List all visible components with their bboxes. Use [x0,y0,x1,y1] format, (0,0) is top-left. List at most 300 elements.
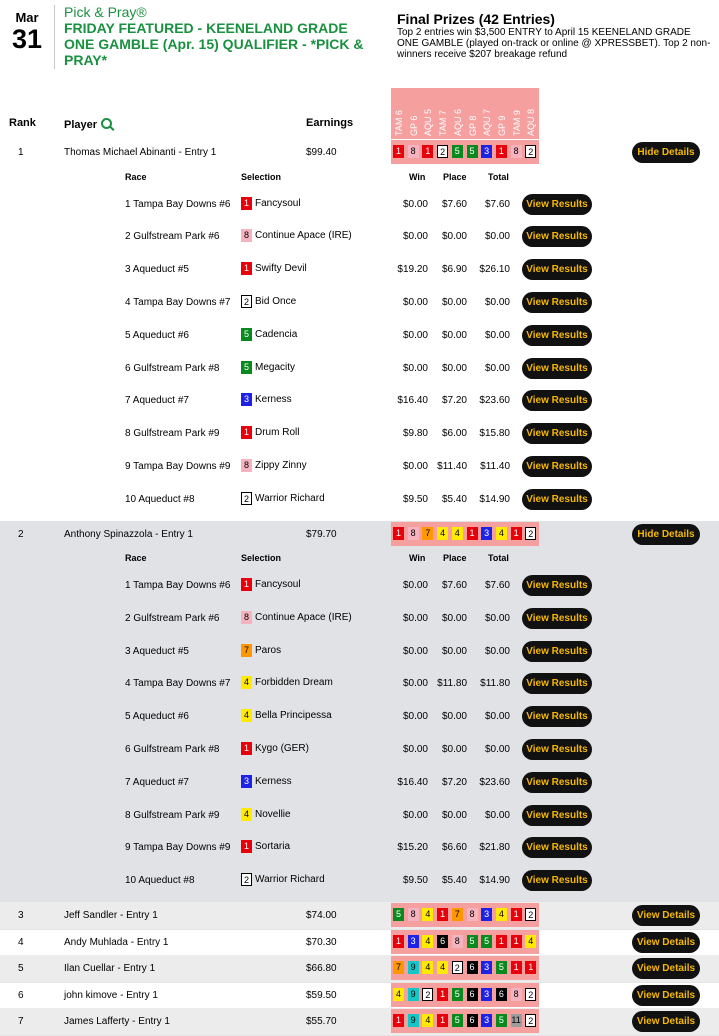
detail-place: $11.40 [437,460,467,472]
detail-place: $0.00 [441,231,467,243]
pick-badge: 4 [422,908,433,921]
contest-title [64,4,374,68]
pick-badge: 1 [393,527,404,540]
detail-total: $23.60 [479,776,510,788]
picks-strip [391,930,539,954]
detail-place: $5.40 [441,493,467,505]
pick-badge: 5 [481,935,492,948]
player-name: Andy Muhlada - Entry 1 [64,936,169,948]
detail-race: 5 Aqueduct #6 [125,711,189,723]
entry-rank: 6 [18,989,24,1001]
detail-selection [241,393,292,406]
detail-win: $9.50 [402,875,428,887]
entry-rank: 2 [18,528,24,540]
pick-badge: 2 [525,1014,536,1027]
detail-race: 8 Gulfstream Park #9 [125,809,220,821]
detail-place: $0.00 [441,645,467,657]
pick-badge: 4 [452,527,463,540]
selection-number-badge: 1 [241,426,252,439]
pick-badge: 1 [525,961,536,974]
detail-win: $0.00 [402,645,428,657]
detail-place: $0.00 [441,296,467,308]
view-details-button[interactable]: View Details [632,985,700,1006]
pick-badge: 1 [511,935,522,948]
earnings-value: $99.40 [306,147,337,158]
detail-total: $15.80 [479,428,510,440]
selection-number-badge: 2 [241,295,252,308]
race-code-label: AQU 5 [423,108,434,136]
earnings-column-header: Earnings [306,117,354,129]
view-results-button[interactable]: View Results [522,325,592,346]
detail-selection [241,361,295,374]
selection-number-badge: 1 [241,742,252,755]
race-code-label: GP 8 [467,115,478,136]
pick-badge: 2 [452,961,463,974]
detail-race: 6 Gulfstream Park #8 [125,744,220,755]
view-results-button[interactable]: View Results [522,805,592,826]
pick-badge: 1 [496,935,507,948]
detail-total: $0.00 [484,329,510,341]
detail-selection [241,295,296,308]
detail-total: $0.00 [484,711,510,723]
detail-total: $23.60 [479,395,510,407]
horse-name: Megacity [255,361,296,373]
detail-selection [241,611,352,624]
view-details-button[interactable]: View Details [632,905,700,926]
entry-rank: 3 [18,910,24,921]
view-results-button[interactable]: View Results [522,706,592,727]
pick-badge: 2 [422,988,433,1001]
selection-number-badge: 5 [241,328,252,341]
pick-badge: 8 [452,935,463,948]
pick-badge: 6 [467,961,478,974]
earnings-value: $66.80 [306,963,337,974]
selection-number-badge: 2 [241,873,252,886]
pick-badge: 8 [467,908,478,921]
prizes-description: Top 2 entries win $3,500 ENTRY to April 15 KEENELAND GRADE ONE GAMBLE (played on-track or online @ XPRESSBET). Top 2 non-winners receive $207 breakage refund [397,27,711,60]
detail-place: $5.40 [441,875,467,887]
selection-number-badge: 2 [241,492,252,505]
detail-total: $7.60 [484,198,510,210]
detail-win: $16.40 [397,776,428,788]
pick-badge: 1 [393,935,404,948]
event-month: Mar [15,10,39,25]
detail-header-win: Win [409,553,426,563]
view-results-button[interactable]: View Results [522,870,592,891]
horse-name: Kerness [255,394,292,406]
pick-badge: 1 [511,908,522,921]
pick-badge: 4 [422,1014,433,1027]
detail-total: $0.00 [484,809,510,821]
detail-header-place: Place [443,171,467,182]
detail-selection [241,775,292,788]
pick-badge: 8 [408,908,419,921]
earnings-value: $70.30 [306,936,337,948]
pick-badge: 1 [511,527,522,540]
detail-race: 10 Aqueduct #8 [125,875,195,887]
race-code-label: GP 6 [408,115,419,136]
detail-win: $0.00 [402,296,428,308]
pick-badge: 4 [496,908,507,921]
pick-badge: 2 [525,145,536,158]
detail-total: $0.00 [484,362,510,374]
horse-name: Warrior Richard [255,874,325,886]
horse-name: Continue Apace (IRE) [255,230,352,242]
entry-rank: 5 [18,963,24,974]
picks-strip [391,983,539,1007]
detail-total: $14.90 [479,875,510,887]
view-results-button[interactable]: View Results [522,358,592,379]
pick-badge: 1 [496,145,507,158]
detail-win: $0.00 [402,678,428,690]
selection-number-badge: 4 [241,676,252,689]
pick-badge: 1 [467,527,478,540]
prizes-title: Final Prizes (42 Entries) [397,11,555,27]
detail-total: $0.00 [484,231,510,243]
horse-name: Paros [255,644,282,656]
horse-name: Continue Apace (IRE) [255,611,352,623]
detail-race: 10 Aqueduct #8 [125,493,195,505]
horse-name: Kerness [255,775,292,787]
picks-strip [391,522,539,546]
selection-number-badge: 5 [241,361,252,374]
view-results-button[interactable]: View Results [522,489,592,510]
detail-place: $0.00 [441,329,467,341]
detail-selection [241,492,325,505]
detail-win: $0.00 [402,362,428,374]
selection-number-badge: 1 [241,840,252,853]
pick-badge: 8 [511,145,522,158]
view-results-button[interactable]: View Results [522,423,592,444]
pick-badge: 4 [422,961,433,974]
pick-badge: 8 [511,988,522,1001]
horse-name: Zippy Zinny [255,460,307,472]
pick-badge: 2 [525,527,536,540]
pick-badge: 3 [481,988,492,1001]
pick-badge: 5 [452,1014,463,1027]
pick-badge: 3 [481,145,492,158]
pick-badge: 9 [408,1014,419,1027]
pick-badge: 7 [422,527,433,540]
player-name: Jeff Sandler - Entry 1 [64,910,158,921]
view-results-button[interactable]: View Results [522,292,592,313]
detail-race: 4 Tampa Bay Downs #7 [125,296,231,308]
pick-badge: 5 [496,961,507,974]
race-code-label: AQU 8 [526,108,537,136]
detail-win: $0.00 [402,580,428,591]
selection-number-badge: 7 [241,644,252,657]
pick-badge: 11 [511,1015,521,1025]
detail-header-selection: Selection [241,171,282,182]
player-name: James Lafferty - Entry 1 [64,1016,170,1027]
prizes-panel [397,11,712,60]
hide-details-button[interactable]: Hide Details [632,524,700,545]
pick-badge: 3 [408,935,419,948]
entry-row [0,902,719,929]
horse-name: Sortaria [255,841,291,853]
entry-rank: 4 [18,936,24,948]
player-column-label: Player [64,119,98,131]
detail-place: $7.60 [441,580,467,591]
detail-win: $16.40 [397,395,428,407]
detail-selection [241,808,291,821]
brand-name: Pick & Pray® [64,4,147,20]
pick-badge: 5 [393,908,404,921]
horse-name: Forbidden Dream [255,677,333,689]
entry-rank: 1 [18,147,24,158]
pick-badge: 4 [437,527,448,540]
horse-name: Kygo (GER) [255,743,309,755]
detail-selection [241,426,299,439]
view-results-button[interactable]: View Results [522,739,592,760]
detail-race: 7 Aqueduct #7 [125,776,189,788]
pick-badge: 1 [437,1014,448,1027]
player-name: Ilan Cuellar - Entry 1 [64,963,156,974]
player-name: Thomas Michael Abinanti - Entry 1 [64,147,217,158]
pick-badge: 6 [496,988,507,1001]
detail-selection [241,709,332,722]
detail-header-race: Race [125,553,147,563]
player-column-header [64,117,112,131]
detail-win: $19.20 [397,264,428,276]
detail-header-total: Total [488,553,509,563]
entry-row [0,521,719,903]
view-results-button[interactable]: View Results [522,456,592,477]
entry-row [0,929,719,956]
pick-badge: 9 [408,988,419,1001]
detail-place: $6.00 [441,428,467,440]
selection-number-badge: 1 [241,578,252,591]
detail-race: 1 Tampa Bay Downs #6 [125,198,231,210]
horse-name: Fancysoul [255,197,301,209]
pick-badge: 5 [452,988,463,1001]
row-divider [0,1035,719,1036]
detail-selection [241,742,309,755]
race-code-label: TAM 7 [438,110,449,136]
entry-row [0,955,719,982]
earnings-value: $79.70 [306,528,337,540]
detail-race: 9 Tampa Bay Downs #9 [125,842,231,854]
picks-strip [391,1009,539,1033]
pick-badge: 4 [437,961,448,974]
view-details-button[interactable]: View Details [632,932,700,953]
detail-selection [241,229,352,242]
pick-badge: 7 [452,908,463,921]
detail-race: 8 Gulfstream Park #9 [125,428,220,440]
detail-win: $0.00 [402,711,428,723]
detail-total: $7.60 [484,580,510,591]
horse-name: Fancysoul [255,579,301,591]
pick-badge: 3 [481,1014,492,1027]
earnings-value: $59.50 [306,989,337,1001]
detail-place: $7.60 [441,198,467,210]
detail-race: 1 Tampa Bay Downs #6 [125,580,231,591]
selection-number-badge: 3 [241,393,252,406]
header-divider [54,5,55,69]
hide-details-button[interactable]: Hide Details [632,142,700,163]
selection-number-badge: 4 [241,808,252,821]
detail-selection [241,873,325,886]
pick-badge: 6 [467,1014,478,1027]
detail-selection [241,676,333,689]
rank-column-header: Rank [9,117,36,129]
view-results-button[interactable]: View Results [522,226,592,247]
player-name: Anthony Spinazzola - Entry 1 [64,528,193,540]
detail-race: 9 Tampa Bay Downs #9 [125,460,231,472]
pick-badge: 5 [467,935,478,948]
detail-race: 5 Aqueduct #6 [125,329,189,341]
selection-number-badge: 8 [241,229,252,242]
horse-name: Novellie [255,808,291,820]
detail-place: $6.90 [441,264,467,276]
detail-win: $0.00 [402,460,428,472]
pick-badge: 5 [467,145,478,158]
earnings-value: $74.00 [306,910,337,921]
selection-number-badge: 4 [241,709,252,722]
pick-badge: 3 [481,908,492,921]
detail-place: $6.60 [441,842,467,854]
pick-badge: 8 [408,527,419,540]
detail-win: $0.00 [402,612,428,624]
view-results-button[interactable]: View Results [522,641,592,662]
detail-win: $0.00 [402,198,428,210]
detail-selection [241,459,307,472]
detail-header-win: Win [409,171,426,182]
pick-badge: 7 [393,961,404,974]
detail-place: $7.20 [441,776,467,788]
entry-rank: 7 [18,1016,24,1027]
detail-total: $11.80 [480,678,510,690]
selection-number-badge: 8 [241,611,252,624]
race-codes-header [391,88,539,139]
event-header [0,0,719,80]
pick-badge: 2 [525,988,536,1001]
entry-row [0,1008,719,1035]
detail-win: $15.20 [397,842,428,854]
pick-badge: 4 [393,988,404,1001]
horse-name: Warrior Richard [255,492,325,504]
pick-badge: 6 [467,988,478,1001]
view-results-button[interactable]: View Results [522,772,592,793]
view-results-button[interactable]: View Results [522,194,592,215]
selection-number-badge: 1 [241,197,252,210]
pick-badge: 4 [525,935,536,948]
detail-header-total: Total [488,171,509,182]
entry-row [0,139,719,521]
event-day: 31 [11,24,43,54]
horse-name: Cadencia [255,328,298,340]
detail-total: $0.00 [484,612,510,624]
detail-win: $0.00 [402,231,428,243]
horse-name: Swifty Devil [255,263,307,275]
view-details-button[interactable]: View Details [632,958,700,979]
view-results-button[interactable]: View Results [522,673,592,694]
detail-place: $0.00 [441,362,467,374]
detail-place: $11.80 [437,678,467,690]
detail-race: 3 Aqueduct #5 [125,645,189,657]
detail-selection [241,262,307,275]
pick-badge: 2 [525,908,536,921]
detail-place: $7.20 [441,395,467,407]
detail-race: 4 Tampa Bay Downs #7 [125,678,231,690]
detail-total: $11.40 [480,460,510,472]
detail-place: $0.00 [441,744,467,755]
detail-race: 6 Gulfstream Park #8 [125,362,220,374]
player-name: john kimove - Entry 1 [64,989,158,1001]
view-results-button[interactable]: View Results [522,575,592,596]
detail-header-race: Race [125,171,147,182]
detail-race: 2 Gulfstream Park #6 [125,231,220,243]
detail-race: 7 Aqueduct #7 [125,395,189,407]
detail-selection [241,328,297,341]
detail-selection [241,644,281,657]
detail-total: $0.00 [484,296,510,308]
detail-total: $0.00 [484,645,510,657]
pick-badge: 1 [437,988,448,1001]
race-code-label: TAM 9 [511,110,522,136]
pick-badge: 1 [437,908,448,921]
picks-strip [391,956,539,980]
view-details-button[interactable]: View Details [632,1011,700,1032]
pick-badge: 3 [481,527,492,540]
pick-badge: 5 [496,1014,507,1027]
view-results-button[interactable]: View Results [522,837,592,858]
selection-number-badge: 3 [241,775,252,788]
detail-place: $0.00 [441,612,467,624]
race-code-label: TAM 6 [394,110,404,136]
selection-number-badge: 1 [241,262,252,275]
pick-badge: 9 [408,961,419,974]
pick-badge: 1 [393,145,404,158]
detail-selection [241,578,301,591]
detail-header-selection: Selection [241,553,282,563]
detail-total: $26.10 [479,264,510,276]
pick-badge: 4 [496,527,507,540]
pick-badge: 4 [422,935,433,948]
horse-name: Bid Once [255,296,297,308]
pick-badge: 5 [452,145,463,158]
horse-name: Bella Principessa [255,710,332,722]
contest-name: FRIDAY FEATURED - KEENELAND GRADE ONE GAMBLE (Apr. 15) QUALIFIER - *PICK & PRAY* [64,20,364,68]
detail-win: $9.50 [402,493,428,505]
event-date [8,10,46,53]
view-results-button[interactable]: View Results [522,390,592,411]
pick-badge: 1 [422,145,433,158]
view-results-button[interactable]: View Results [522,259,592,280]
race-code-label: AQU 6 [452,108,463,136]
pick-badge: 1 [393,1014,404,1027]
detail-total: $0.00 [484,744,510,755]
detail-place: $0.00 [441,711,467,723]
detail-win: $0.00 [402,809,428,821]
earnings-value: $55.70 [306,1016,337,1027]
search-icon[interactable] [101,118,112,129]
detail-race: 3 Aqueduct #5 [125,264,189,276]
picks-strip [391,903,539,927]
detail-win: $0.00 [402,744,428,755]
detail-race: 2 Gulfstream Park #6 [125,612,220,624]
detail-win: $9.80 [402,428,428,440]
pick-badge: 2 [437,145,448,158]
pick-badge: 8 [408,145,419,158]
pick-badge: 3 [481,961,492,974]
selection-number-badge: 8 [241,459,252,472]
pick-badge: 1 [511,961,522,974]
detail-total: $14.90 [479,493,510,505]
view-results-button[interactable]: View Results [522,608,592,629]
detail-place: $0.00 [441,809,467,821]
picks-strip [391,140,539,164]
